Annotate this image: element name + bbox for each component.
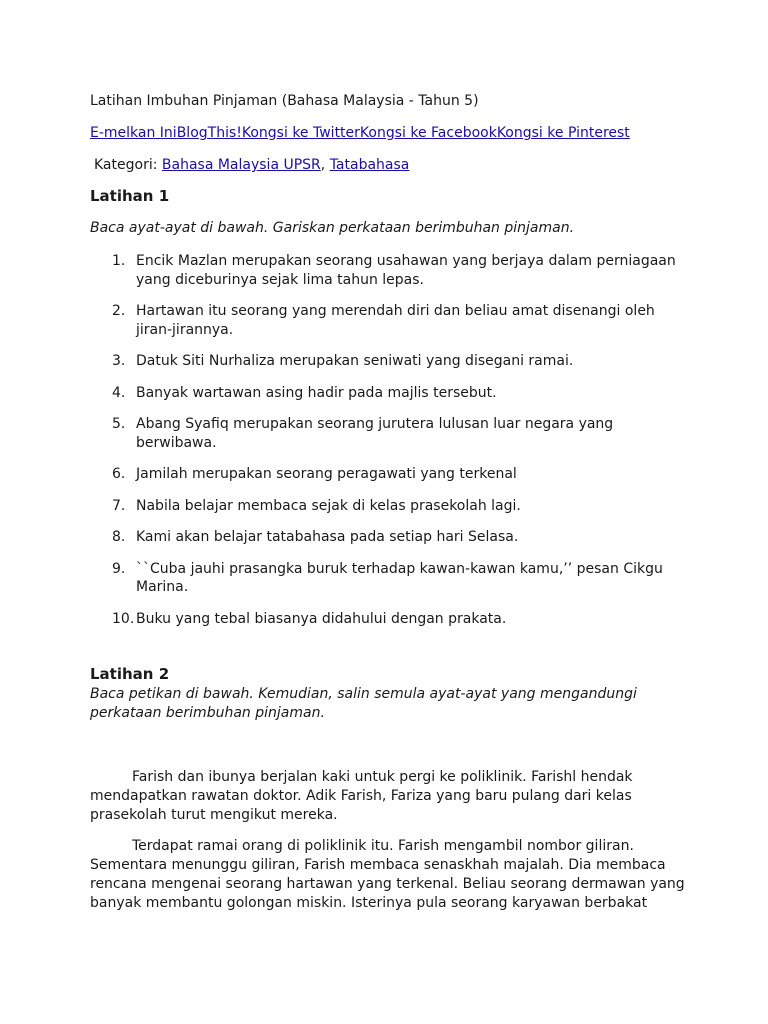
list-text: Encik Mazlan merupakan seorang usahawan yang berjaya dalam perniagaan yang diceburinya sejak lima tahun lepas. [136, 253, 676, 288]
list-item [90, 302, 690, 339]
list-item [90, 560, 690, 597]
category-link-tatabahasa[interactable]: Tatabahasa [329, 157, 410, 173]
list-number: 5. [112, 416, 126, 432]
list-number: 4. [112, 384, 126, 401]
list-number: 3. [112, 353, 126, 369]
category-separator: , [320, 157, 330, 173]
category-line [94, 156, 694, 175]
share-twitter-link[interactable]: Kongsi ke Twitter [241, 125, 360, 141]
list-text: ``Cuba jauhi prasangka buruk terhadap kawan-kawan kamu,’’ pesan Cikgu Marina. [136, 560, 663, 595]
category-link-bm-upsr[interactable]: Bahasa Malaysia UPSR [161, 157, 321, 173]
list-item [90, 497, 690, 516]
share-email-link[interactable]: E-melkan Ini [90, 125, 177, 141]
list-text: Jamilah merupakan seorang peragawati yang terkenal [136, 466, 517, 482]
latihan2-instruction: Baca petikan di bawah. Kemudian, salin semula ayat-ayat yang mengandungi perkataan berimbuhan pinjaman. [90, 686, 637, 721]
list-number: 6. [112, 466, 126, 482]
share-pinterest-link[interactable]: Kongsi ke Pinterest [496, 125, 630, 141]
list-item [90, 252, 690, 289]
list-text: Kami akan belajar tatabahasa pada setiap hari Selasa. [136, 529, 519, 545]
passage-paragraph-2: Terdapat ramai orang di poliklinik itu. Farish mengambil nombor giliran. Sementara menunggu giliran, Farish membaca senaskhah majalah. Dia membaca rencana mengenai seorang hartawan yang terkenal. Beliau seorang dermawan yang banyak membantu golongan miskin. Isterinya pula seorang karyawan berbakat [90, 838, 685, 911]
latihan2-heading: Latihan 2 [90, 665, 170, 683]
latihan1-instruction: Baca ayat-ayat di bawah. Gariskan perkataan berimbuhan pinjaman. [90, 220, 575, 236]
passage-paragraph-1: Farish dan ibunya berjalan kaki untuk pergi ke poliklinik. Farishl hendak mendapatkan rawatan doktor. Adik Farish, Fariza yang baru pulang dari kelas prasekolah turut mengikut mereka. [90, 769, 633, 823]
list-number: 2. [112, 303, 126, 319]
latihan1-list [90, 252, 690, 628]
share-facebook-link[interactable]: Kongsi ke Facebook [359, 125, 497, 141]
list-number: 9. [112, 560, 126, 577]
latihan1-heading: Latihan 1 [90, 187, 170, 205]
list-item [90, 610, 690, 629]
list-number: 7. [112, 497, 126, 514]
list-text: Hartawan itu seorang yang merendah diri dan beliau amat disenangi oleh jiran-jirannya. [136, 303, 655, 338]
list-number: 8. [112, 529, 126, 545]
list-text: Abang Syafiq merupakan seorang jurutera lulusan luar negara yang berwibawa. [136, 416, 614, 451]
share-blogthis-link[interactable]: BlogThis! [176, 125, 242, 141]
list-text: Datuk Siti Nurhaliza merupakan seniwati yang disegani ramai. [136, 353, 574, 369]
share-links [90, 124, 690, 143]
list-text: Nabila belajar membaca sejak di kelas prasekolah lagi. [136, 497, 521, 514]
list-text: Buku yang tebal biasanya didahului dengan prakata. [136, 610, 507, 627]
list-item [90, 384, 690, 403]
list-item [90, 528, 690, 547]
list-item [90, 465, 690, 484]
category-label: Kategori: [94, 157, 162, 173]
list-item [90, 415, 690, 452]
list-number: 1. [112, 253, 126, 269]
page-title: Latihan Imbuhan Pinjaman (Bahasa Malaysia - Tahun 5) [90, 93, 479, 109]
list-text: Banyak wartawan asing hadir pada majlis tersebut. [136, 384, 497, 401]
list-number: 10. [112, 610, 135, 627]
list-item [90, 352, 690, 371]
